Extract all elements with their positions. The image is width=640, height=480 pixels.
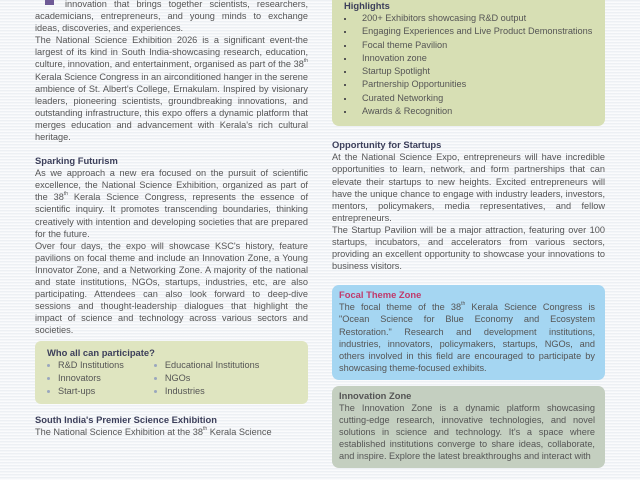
sparking-futurism-section (35, 155, 308, 336)
highlight-item: Startup Spotlight (344, 65, 595, 78)
intro-paragraph-2: The National Science Exhibition 2026 is a significant event-the largest of its kind in South India-showcasing research, education, culture, innovation, and entertainment, organised as part of the 38th Kerala Science Congress in an airconditioned hanger in the serene ambience of St. Albert's College, Ernakulam. Inspired by visionary leaders, pioneering scientists, groundbreaking innovations, and outstanding infrastructure, this expo offers a dynamic platform that merges education and advancement with Kerala's rich cultural heritage. (35, 35, 308, 143)
highlight-item: Innovation zone (344, 52, 595, 65)
left-column (35, 0, 308, 439)
participant-item: Innovators (47, 372, 124, 385)
highlight-item: 200+ Exhibitors showcasing R&D output (344, 12, 595, 25)
intro-section (35, 0, 308, 143)
highlight-item: Partnership Opportunities (344, 78, 595, 91)
sparking-paragraph-1: As we approach a new era focused on the pursuit of scientific excellence, the National Science Exhibition, organized as part of the 38th Kerala Science Congress, represents the essence of scientific inquiry. It promotes transcending boundaries, thinking creatively with intention and developing societies that are prepared for the future. (35, 168, 309, 239)
highlights-box (332, 0, 605, 126)
startups-section (332, 139, 605, 272)
startups-heading: Opportunity for Startups (332, 139, 442, 151)
innovation-zone-heading: Innovation Zone (339, 389, 412, 401)
highlights-list (344, 12, 595, 118)
highlight-item: Engaging Experiences and Live Product Demonstrations (344, 25, 595, 38)
startups-paragraph-1: At the National Science Expo, entrepreneurs will have incredible opportunities to learn, network, and form partnerships that can elevate their startups to new heights. Excited entrepreneurs will have the unique chance to engage with industry leaders, investors, mentors, policymakers, media representatives, and fellow entrepreneurs. (332, 152, 605, 223)
drop-cap-bar (45, 0, 54, 5)
highlight-item: Curated Networking (344, 92, 595, 105)
startups-paragraph-2: The Startup Pavilion will be a major attraction, featuring over 100 startups, incubators, and accelerators from various sectors, providing an excellent opportunity to showcase your innovations to business visitors. (332, 224, 605, 272)
innovation-zone-paragraph: The Innovation Zone is a dynamic platform showcasing cutting-edge research, innovative technologies, and novel solutions in science and technology. It's a space where established institutions converge to share ideas, collaborate, and inspire. Explore the latest breakthroughs and interact with (339, 402, 595, 462)
right-column (332, 0, 605, 468)
innovation-zone-box (332, 386, 605, 468)
participant-col-1 (47, 359, 124, 398)
participant-item: Industries (154, 385, 260, 398)
participant-item: NGOs (154, 372, 260, 385)
participant-item: R&D Institutions (47, 359, 124, 372)
participant-col-2 (154, 359, 260, 398)
who-can-participate-box (35, 341, 308, 404)
highlights-heading: Highlights (344, 0, 390, 11)
sparking-paragraph-2: Over four days, the expo will showcase KSC's history, feature pavilions on focal theme and include an Innovation Zone, a Young Innovator Zone, and a Networking Zone. A majority of the national and state institutions, NGOs, startups, industries, etc, are also participating. Attendees can also look forward to deep-dive sessions and thought-leadership dialogues that highlight the impact of science and technology across various sectors and societies. (35, 240, 308, 336)
premier-exhibition-section (35, 414, 308, 438)
participate-heading: Who all can participate? (47, 347, 155, 359)
participant-item: Educational Institutions (154, 359, 260, 372)
participant-list (47, 359, 296, 398)
focal-theme-box (332, 285, 605, 380)
highlight-item: Awards & Recognition (344, 105, 595, 118)
focal-theme-paragraph: The focal theme of the 38th Kerala Science Congress is "Ocean Science for Blue Economy and Ecosystem Restoration." Research and development institutions, industries, innovators, policymakers, startups, NGOs, and others involved in this field are encouraged to participate by showcasing theme-focused exhibits. (339, 301, 595, 373)
premier-heading: South India's Premier Science Exhibition (35, 414, 217, 426)
participant-item: Start-ups (47, 385, 124, 398)
focal-theme-heading: Focal Theme Zone (339, 289, 422, 301)
sparking-futurism-heading: Sparking Futurism (35, 155, 118, 167)
intro-paragraph-1: innovation that brings together scientists, researchers, academicians, entrepreneurs, and young minds to exchange ideas, discoveries, and experiences. (35, 0, 308, 34)
premier-paragraph: The National Science Exhibition at the 38th Kerala Science (35, 426, 272, 438)
highlight-item: Focal theme Pavilion (344, 39, 595, 52)
